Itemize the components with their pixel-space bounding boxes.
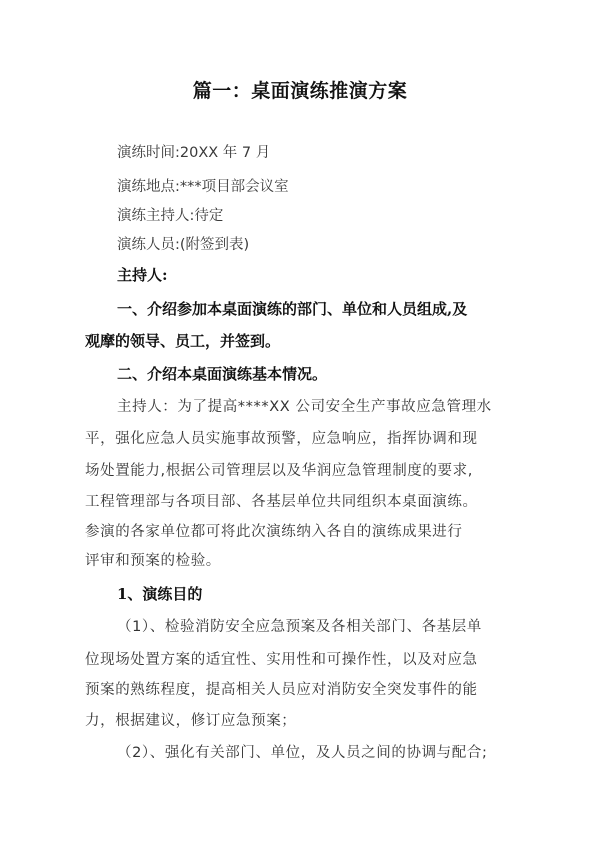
document-title: 篇一：桌面演练推演方案 — [192, 80, 408, 102]
para2-line: 预案的熟练程度，提高相关人员应对消防安全突发事件的能 — [85, 682, 478, 698]
para1-line: 工程管理部与各项目部、各基层单位共同组织本桌面演练。 — [85, 494, 478, 510]
drill-host: 演练主持人:待定 — [117, 208, 224, 224]
para1-line: 场处置能力,根据公司管理层以及华润应急管理制度的要求, — [85, 463, 473, 479]
para1-line: 主持人：为了提高****XX 公司安全生产事故应急管理水 — [117, 399, 492, 415]
para1-line: 平，强化应急人员实施事故预警，应急响应，指挥协调和现 — [85, 431, 478, 447]
drill-time: 演练时间:20XX 年 7 月 — [117, 145, 271, 161]
host-heading: 主持人: — [117, 266, 168, 284]
para1-line: 参演的各家单位都可将此次演练纳入各自的演练成果进行 — [85, 524, 463, 540]
item1-line2: 观摩的领导、员工，并签到。 — [85, 332, 281, 350]
section1-heading: 1、演练目的 — [117, 585, 203, 603]
item1-line1: 一、介绍参加本桌面演练的部门、单位和人员组成,及 — [117, 300, 468, 318]
para3-line: （2）、强化有关部门、单位，及人员之间的协调与配合; — [117, 745, 488, 761]
drill-people: 演练人员:(附签到表) — [117, 237, 250, 253]
item2-heading: 二、介绍本桌面演练基本情况。 — [117, 365, 328, 383]
drill-place: 演练地点:***项目部会议室 — [117, 179, 289, 195]
para2-line: 位现场处置方案的适宜性、实用性和可操作性，以及对应急 — [85, 652, 478, 668]
para2-line: （1）、检验消防安全应急预案及各相关部门、各基层单 — [117, 619, 482, 635]
para2-line: 力，根据建议，修订应急预案； — [85, 713, 297, 729]
para1-line: 评审和预案的检验。 — [85, 553, 221, 569]
